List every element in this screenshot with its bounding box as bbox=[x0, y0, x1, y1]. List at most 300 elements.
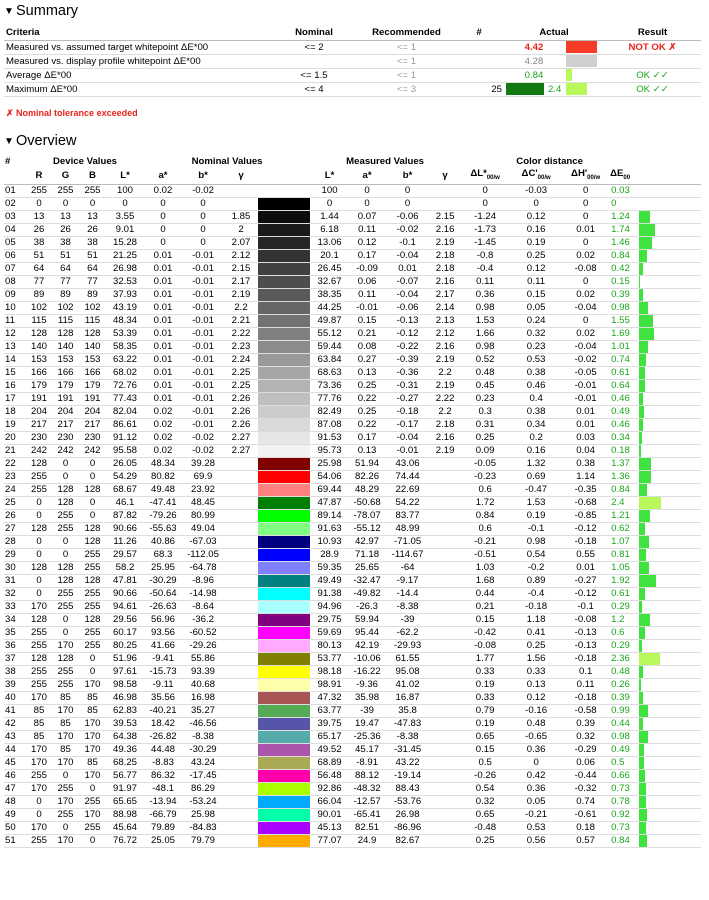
delta-l: 0.21 bbox=[460, 600, 510, 613]
nominal-l: 32.53 bbox=[106, 275, 144, 288]
measured-gamma bbox=[430, 639, 460, 652]
delta-e-bar bbox=[639, 692, 643, 704]
nominal-l: 37.93 bbox=[106, 288, 144, 301]
measured-b: -0.18 bbox=[385, 405, 430, 418]
delta-h: -0.05 bbox=[562, 366, 609, 379]
delta-l: -0.4 bbox=[460, 262, 510, 275]
measured-b: 26.98 bbox=[385, 808, 430, 821]
device-r: 102 bbox=[26, 301, 52, 314]
overview-row bbox=[4, 262, 701, 275]
delta-e-bar bbox=[639, 211, 650, 223]
delta-e: 1.36 bbox=[609, 470, 639, 483]
patch-swatch bbox=[258, 821, 310, 834]
delta-e-bar bbox=[639, 263, 643, 275]
measured-b: 0.01 bbox=[385, 262, 430, 275]
delta-l: 0.33 bbox=[460, 691, 510, 704]
nominal-gamma bbox=[224, 691, 258, 704]
patch-number: 07 bbox=[4, 262, 26, 275]
nominal-a: 0.01 bbox=[144, 262, 182, 275]
nominal-l: 63.22 bbox=[106, 353, 144, 366]
device-b: 115 bbox=[79, 314, 106, 327]
delta-e-bar bbox=[639, 588, 644, 600]
delta-l: 0.84 bbox=[460, 509, 510, 522]
patch-number: 04 bbox=[4, 223, 26, 236]
delta-h: 0 bbox=[562, 197, 609, 210]
collapse-triangle-icon[interactable]: ▼ bbox=[4, 136, 14, 147]
device-r: 128 bbox=[26, 457, 52, 470]
nominal-gamma bbox=[224, 821, 258, 834]
measured-b: -39 bbox=[385, 613, 430, 626]
delta-c: 0.12 bbox=[510, 262, 562, 275]
nominal-gamma bbox=[224, 561, 258, 574]
summary-row bbox=[4, 54, 701, 68]
measured-b: -0.39 bbox=[385, 353, 430, 366]
measured-l: 47.32 bbox=[310, 691, 349, 704]
delta-l: 0.15 bbox=[460, 613, 510, 626]
patch-number: 33 bbox=[4, 600, 26, 613]
measured-gamma bbox=[430, 483, 460, 496]
delta-e-bar-cell bbox=[639, 782, 701, 795]
nominal-gamma bbox=[224, 470, 258, 483]
measured-gamma bbox=[430, 626, 460, 639]
overview-row bbox=[4, 548, 701, 561]
measured-a: -55.12 bbox=[349, 522, 385, 535]
device-b: 230 bbox=[79, 431, 106, 444]
nominal-l: 39.53 bbox=[106, 717, 144, 730]
patch-swatch bbox=[258, 275, 310, 288]
delta-e-bar bbox=[639, 315, 653, 327]
delta-h-header: $\Delta H'_{00/w}$ bbox=[562, 168, 609, 184]
number-header: # bbox=[454, 26, 504, 40]
patch-swatch bbox=[258, 834, 310, 847]
device-r: 153 bbox=[26, 353, 52, 366]
patch-number: 45 bbox=[4, 756, 26, 769]
nominal-gamma: 2.17 bbox=[224, 275, 258, 288]
patch-swatch bbox=[258, 314, 310, 327]
measured-l: 59.69 bbox=[310, 626, 349, 639]
nominal-gamma bbox=[224, 717, 258, 730]
delta-c: 0.4 bbox=[510, 392, 562, 405]
measured-l: 87.08 bbox=[310, 418, 349, 431]
nominal-a: 0 bbox=[144, 236, 182, 249]
patch-number: 34 bbox=[4, 613, 26, 626]
delta-e-bar-cell bbox=[639, 444, 701, 457]
measured-a: -25.36 bbox=[349, 730, 385, 743]
patch-number: 32 bbox=[4, 587, 26, 600]
delta-h: 0.01 bbox=[562, 223, 609, 236]
measured-b: -0.06 bbox=[385, 301, 430, 314]
device-g: 191 bbox=[52, 392, 79, 405]
delta-e-bar-cell bbox=[639, 691, 701, 704]
measured-gamma bbox=[430, 457, 460, 470]
nominal-l: 68.67 bbox=[106, 483, 144, 496]
delta-c: 0.15 bbox=[510, 288, 562, 301]
device-r: 0 bbox=[26, 496, 52, 509]
measured-b: -0.06 bbox=[385, 210, 430, 223]
overview-row bbox=[4, 665, 701, 678]
overview-row bbox=[4, 405, 701, 418]
delta-e-bar-cell bbox=[639, 353, 701, 366]
nominal-gamma bbox=[224, 795, 258, 808]
delta-e-bar bbox=[639, 653, 660, 665]
measured-gamma: 2.18 bbox=[430, 418, 460, 431]
nominal-a: 56.96 bbox=[144, 613, 182, 626]
actual-value-cell: 0.84 bbox=[504, 68, 564, 82]
delta-l: -1.45 bbox=[460, 236, 510, 249]
patch-number: 49 bbox=[4, 808, 26, 821]
delta-e-bar bbox=[639, 809, 647, 821]
overview-row bbox=[4, 340, 701, 353]
number-cell bbox=[454, 40, 504, 54]
overview-row bbox=[4, 756, 701, 769]
patch-swatch bbox=[258, 769, 310, 782]
measured-l: 28.9 bbox=[310, 548, 349, 561]
delta-l: -1.24 bbox=[460, 210, 510, 223]
delta-e-bar bbox=[639, 601, 642, 613]
measured-l: 68.89 bbox=[310, 756, 349, 769]
overview-row bbox=[4, 743, 701, 756]
nominal-b: -17.45 bbox=[182, 769, 224, 782]
nominal-b: 35.27 bbox=[182, 704, 224, 717]
device-r: 0 bbox=[26, 808, 52, 821]
measured-l: 98.91 bbox=[310, 678, 349, 691]
patch-number: 15 bbox=[4, 366, 26, 379]
measured-b: -62.2 bbox=[385, 626, 430, 639]
delta-e-bar bbox=[639, 224, 655, 236]
device-b: 170 bbox=[79, 769, 106, 782]
device-g: 242 bbox=[52, 444, 79, 457]
delta-e: 0.42 bbox=[609, 262, 639, 275]
patch-swatch bbox=[258, 665, 310, 678]
delta-l: 0.15 bbox=[460, 743, 510, 756]
patch-swatch bbox=[258, 444, 310, 457]
delta-e-bar-cell bbox=[639, 795, 701, 808]
delta-e-bar-cell bbox=[639, 184, 701, 197]
patch-swatch bbox=[258, 574, 310, 587]
delta-l: 0.25 bbox=[460, 431, 510, 444]
delta-c: 0.48 bbox=[510, 717, 562, 730]
device-g: 170 bbox=[52, 795, 79, 808]
nominal-a: 0.02 bbox=[144, 184, 182, 197]
overview-row bbox=[4, 314, 701, 327]
device-b: 0 bbox=[79, 652, 106, 665]
patch-swatch bbox=[258, 522, 310, 535]
patch-swatch bbox=[258, 808, 310, 821]
device-r: 170 bbox=[26, 743, 52, 756]
delta-e-bar bbox=[639, 640, 642, 652]
patch-swatch bbox=[258, 795, 310, 808]
device-r: 0 bbox=[26, 587, 52, 600]
overview-row bbox=[4, 301, 701, 314]
delta-c: 0 bbox=[510, 197, 562, 210]
measured-l: 63.77 bbox=[310, 704, 349, 717]
nominal-b: -0.01 bbox=[182, 288, 224, 301]
patch-number: 29 bbox=[4, 548, 26, 561]
delta-e: 0.44 bbox=[609, 717, 639, 730]
delta-h: -0.1 bbox=[562, 600, 609, 613]
summary-heading[interactable] bbox=[4, 2, 78, 22]
measured-l: 47.87 bbox=[310, 496, 349, 509]
delta-c: -0.16 bbox=[510, 704, 562, 717]
delta-e-bar-cell bbox=[639, 340, 701, 353]
overview-row bbox=[4, 496, 701, 509]
delta-h: -0.04 bbox=[562, 340, 609, 353]
measured-b: -0.22 bbox=[385, 340, 430, 353]
patch-swatch bbox=[258, 561, 310, 574]
patch-swatch bbox=[258, 496, 310, 509]
delta-e: 1.74 bbox=[609, 223, 639, 236]
measured-gamma bbox=[430, 652, 460, 665]
nominal-a: 0 bbox=[144, 223, 182, 236]
nominal-l: 26.05 bbox=[106, 457, 144, 470]
delta-e: 1.46 bbox=[609, 236, 639, 249]
delta-h: -0.18 bbox=[562, 652, 609, 665]
measured-b: -0.27 bbox=[385, 392, 430, 405]
patch-number: 25 bbox=[4, 496, 26, 509]
delta-e: 0.61 bbox=[609, 587, 639, 600]
measured-gamma bbox=[430, 730, 460, 743]
delta-c: 0.12 bbox=[510, 691, 562, 704]
overview-heading[interactable] bbox=[4, 132, 76, 152]
patch-number: 36 bbox=[4, 639, 26, 652]
patch-number: 21 bbox=[4, 444, 26, 457]
delta-e: 1.92 bbox=[609, 574, 639, 587]
nominal-a: 0.01 bbox=[144, 379, 182, 392]
result-cell: OK ✓✓ bbox=[604, 68, 701, 82]
overview-row bbox=[4, 730, 701, 743]
nominal-b: 16.98 bbox=[182, 691, 224, 704]
color-distance-header: Color distance bbox=[516, 155, 583, 167]
measured-l: 56.48 bbox=[310, 769, 349, 782]
delta-e-bar-cell bbox=[639, 743, 701, 756]
device-b: 242 bbox=[79, 444, 106, 457]
device-r: 166 bbox=[26, 366, 52, 379]
device-r: 51 bbox=[26, 249, 52, 262]
actual-value-cell: 4.28 bbox=[504, 54, 564, 68]
overview-row bbox=[4, 626, 701, 639]
delta-c: 0 bbox=[510, 756, 562, 769]
delta-e-bar bbox=[639, 484, 647, 496]
nominal-gamma bbox=[224, 457, 258, 470]
delta-c: 0.19 bbox=[510, 509, 562, 522]
measured-a: 51.94 bbox=[349, 457, 385, 470]
patch-swatch bbox=[258, 730, 310, 743]
device-r: 255 bbox=[26, 769, 52, 782]
device-r: 204 bbox=[26, 405, 52, 418]
device-g: 128 bbox=[52, 574, 79, 587]
delta-e: 0.29 bbox=[609, 639, 639, 652]
delta-e: 0.99 bbox=[609, 704, 639, 717]
actual-bar bbox=[566, 69, 572, 81]
measured-b: 0 bbox=[385, 197, 430, 210]
delta-l: 1.53 bbox=[460, 314, 510, 327]
measured-gamma: 2.14 bbox=[430, 301, 460, 314]
nominal-gamma: 2.27 bbox=[224, 431, 258, 444]
delta-l: -0.23 bbox=[460, 470, 510, 483]
measured-a: 82.26 bbox=[349, 470, 385, 483]
delta-c: 0.34 bbox=[510, 418, 562, 431]
measured-gamma: 2.12 bbox=[430, 327, 460, 340]
delta-e-bar-cell bbox=[639, 730, 701, 743]
nominal-l: 29.56 bbox=[106, 613, 144, 626]
summary-row bbox=[4, 82, 701, 96]
delta-e-bar-cell bbox=[639, 600, 701, 613]
device-r: 0 bbox=[26, 574, 52, 587]
patch-number: 14 bbox=[4, 353, 26, 366]
device-r: 0 bbox=[26, 197, 52, 210]
delta-h: 0.03 bbox=[562, 431, 609, 444]
nominal-gamma bbox=[224, 704, 258, 717]
measured-gamma bbox=[430, 795, 460, 808]
delta-e-bar-cell bbox=[639, 717, 701, 730]
nominal-a: 44.48 bbox=[144, 743, 182, 756]
nominal-a: 80.82 bbox=[144, 470, 182, 483]
measured-a: 0.27 bbox=[349, 353, 385, 366]
patch-swatch bbox=[258, 652, 310, 665]
measured-b: -0.13 bbox=[385, 314, 430, 327]
device-g: 170 bbox=[52, 756, 79, 769]
max-actual-value: 2.4 bbox=[548, 83, 562, 95]
nominal-l: 76.72 bbox=[106, 834, 144, 847]
nominal-l: 68.25 bbox=[106, 756, 144, 769]
delta-e-bar bbox=[639, 523, 645, 535]
nominal-l: 56.77 bbox=[106, 769, 144, 782]
patch-swatch bbox=[258, 587, 310, 600]
nominal-gamma bbox=[224, 782, 258, 795]
device-b: 128 bbox=[79, 574, 106, 587]
criteria-header: Criteria bbox=[4, 26, 269, 40]
device-g: 115 bbox=[52, 314, 79, 327]
nominal-values-header: Nominal Values bbox=[191, 155, 263, 167]
delta-l: -0.26 bbox=[460, 769, 510, 782]
delta-e-bar-cell bbox=[639, 756, 701, 769]
device-b: 13 bbox=[79, 210, 106, 223]
nominal-a: 0.02 bbox=[144, 444, 182, 457]
measured-a: 0.13 bbox=[349, 366, 385, 379]
delta-h: -0.04 bbox=[562, 301, 609, 314]
device-b: 255 bbox=[79, 626, 106, 639]
nominal-gamma: 2 bbox=[224, 223, 258, 236]
nominal-a: 86.32 bbox=[144, 769, 182, 782]
delta-e-bar-cell bbox=[639, 548, 701, 561]
nominal-b: -14.98 bbox=[182, 587, 224, 600]
patch-number: 11 bbox=[4, 314, 26, 327]
delta-h: 0.04 bbox=[562, 444, 609, 457]
measured-gamma bbox=[430, 574, 460, 587]
delta-l: -1.73 bbox=[460, 223, 510, 236]
delta-e: 2.4 bbox=[609, 496, 639, 509]
delta-c: 0.19 bbox=[510, 236, 562, 249]
delta-l: 0.45 bbox=[460, 379, 510, 392]
patch-swatch bbox=[258, 301, 310, 314]
nominal-b: -0.02 bbox=[182, 431, 224, 444]
measured-gamma: 2.2 bbox=[430, 405, 460, 418]
overview-row bbox=[4, 210, 701, 223]
nominal-a: 18.42 bbox=[144, 717, 182, 730]
delta-l: 0 bbox=[460, 197, 510, 210]
device-r: 128 bbox=[26, 652, 52, 665]
nominal-a: -26.82 bbox=[144, 730, 182, 743]
measured-l: 65.17 bbox=[310, 730, 349, 743]
measured-b: 0 bbox=[385, 184, 430, 197]
delta-c: -0.4 bbox=[510, 587, 562, 600]
device-r: 191 bbox=[26, 392, 52, 405]
nominal-a: 0.02 bbox=[144, 431, 182, 444]
delta-e-bar-cell bbox=[639, 288, 701, 301]
delta-e-bar bbox=[639, 627, 644, 639]
delta-c: 0.38 bbox=[510, 366, 562, 379]
measured-gamma bbox=[430, 600, 460, 613]
patch-number: 05 bbox=[4, 236, 26, 249]
overview-row bbox=[4, 327, 701, 340]
delta-e-bar-cell bbox=[639, 418, 701, 431]
measured-gamma: 2.19 bbox=[430, 353, 460, 366]
delta-c: 0.16 bbox=[510, 223, 562, 236]
device-b: 64 bbox=[79, 262, 106, 275]
device-b: 85 bbox=[79, 704, 106, 717]
patch-number: 06 bbox=[4, 249, 26, 262]
measured-l: 90.01 bbox=[310, 808, 349, 821]
delta-c: 1.53 bbox=[510, 496, 562, 509]
delta-c: 0.11 bbox=[510, 275, 562, 288]
measured-a: 0.22 bbox=[349, 418, 385, 431]
device-r: 128 bbox=[26, 613, 52, 626]
nominal-a: -26.63 bbox=[144, 600, 182, 613]
nominal-l: 68.02 bbox=[106, 366, 144, 379]
delta-l: 0.31 bbox=[460, 418, 510, 431]
device-g: 255 bbox=[52, 184, 79, 197]
delta-h: 0.01 bbox=[562, 561, 609, 574]
delta-e: 0.5 bbox=[609, 756, 639, 769]
actual-bar bbox=[566, 41, 597, 53]
device-b: 128 bbox=[79, 535, 106, 548]
nominal-b: 86.29 bbox=[182, 782, 224, 795]
device-r: 85 bbox=[26, 717, 52, 730]
delta-e-bar-cell bbox=[639, 236, 701, 249]
nominal-gamma: 2.25 bbox=[224, 366, 258, 379]
nominal-gamma: 2.12 bbox=[224, 249, 258, 262]
nominal-b: -0.02 bbox=[182, 184, 224, 197]
delta-c: 1.56 bbox=[510, 652, 562, 665]
delta-e: 2.36 bbox=[609, 652, 639, 665]
nominal-l: 3.55 bbox=[106, 210, 144, 223]
measured-gamma-header: γ bbox=[430, 168, 460, 184]
device-b: 89 bbox=[79, 288, 106, 301]
delta-e: 1.01 bbox=[609, 340, 639, 353]
measured-a: 95.44 bbox=[349, 626, 385, 639]
device-b: 0 bbox=[79, 834, 106, 847]
delta-e-bar-cell bbox=[639, 613, 701, 626]
delta-e: 0.48 bbox=[609, 665, 639, 678]
nominal-b: -0.01 bbox=[182, 418, 224, 431]
delta-h: 0 bbox=[562, 275, 609, 288]
delta-e-bar-cell bbox=[639, 314, 701, 327]
patch-number: 41 bbox=[4, 704, 26, 717]
delta-c: 0.05 bbox=[510, 301, 562, 314]
delta-h: -0.58 bbox=[562, 704, 609, 717]
recommended-header: Recommended bbox=[359, 26, 454, 40]
patch-swatch bbox=[258, 470, 310, 483]
delta-l: 0.65 bbox=[460, 808, 510, 821]
measured-a: -78.07 bbox=[349, 509, 385, 522]
patch-number: 40 bbox=[4, 691, 26, 704]
overview-row bbox=[4, 782, 701, 795]
measured-l: 77.76 bbox=[310, 392, 349, 405]
delta-e-bar-cell bbox=[639, 665, 701, 678]
delta-e: 0.34 bbox=[609, 431, 639, 444]
collapse-triangle-icon[interactable]: ▼ bbox=[4, 6, 14, 17]
device-r: 128 bbox=[26, 561, 52, 574]
